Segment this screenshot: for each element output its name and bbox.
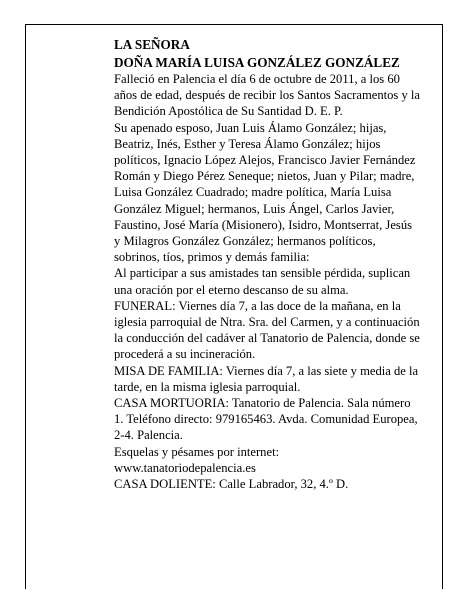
- family-home-paragraph: CASA DOLIENTE: Calle Labrador, 32, 4.º D.: [114, 477, 349, 492]
- online-condolences-paragraph: Esquelas y pésames por internet: www.tanatoriodepalencia.es: [114, 444, 280, 475]
- obituary-notice: [114, 36, 420, 492]
- family-paragraph: Su apenado esposo, Juan Luis Álamo González; hijas, Beatriz, Inés, Esther y Teresa Álamo González; hijos políticos, Ignacio López Alejos, Francisco Javier Fernández Román y Diego Pérez Seneque; nietos, Juan y Pilar; madre, Luisa González Cuadrado; madre política, María Luisa González Miguel; hermanos, Luis Ángel, Carlos Javier, Faustino, José María (Misionero), Isidro, Montserrat, Jesús y Milagros González González; hermanos políticos, sobrinos, tíos, primos y demás familia:: [114, 120, 416, 265]
- death-announcement-paragraph: Falleció en Palencia el día 6 de octubre de 2011, a los 60 años de edad, después de recibir los Santos Sacramentos y la Bendición Apostólica de Su Santidad D. E. P.: [114, 72, 421, 119]
- family-mass-paragraph: MISA DE FAMILIA: Viernes día 7, a las siete y media de la tarde, en la misma iglesia parroquial.: [114, 363, 419, 394]
- notice-title-line-2: DOÑA MARÍA LUISA GONZÁLEZ GONZÁLEZ: [114, 54, 400, 70]
- funeral-paragraph: FUNERAL: Viernes día 7, a las doce de la mañana, en la iglesia parroquial de Ntra. Sra. del Carmen, y a continuación la conducción del cadáver al Tanatorio de Palencia, donde se procederá a su incineración.: [114, 298, 420, 362]
- funeral-home-paragraph: CASA MORTUORIA: Tanatorio de Palencia. Sala número 1. Teléfono directo: 979165463. Avda. Comunidad Europea, 2-4. Palencia.: [114, 396, 418, 443]
- prayer-request-paragraph: Al participar a sus amistades tan sensible pérdida, suplican una oración por el eterno descanso de su alma.: [114, 266, 411, 297]
- notice-title-line-1: LA SEÑORA: [114, 37, 190, 52]
